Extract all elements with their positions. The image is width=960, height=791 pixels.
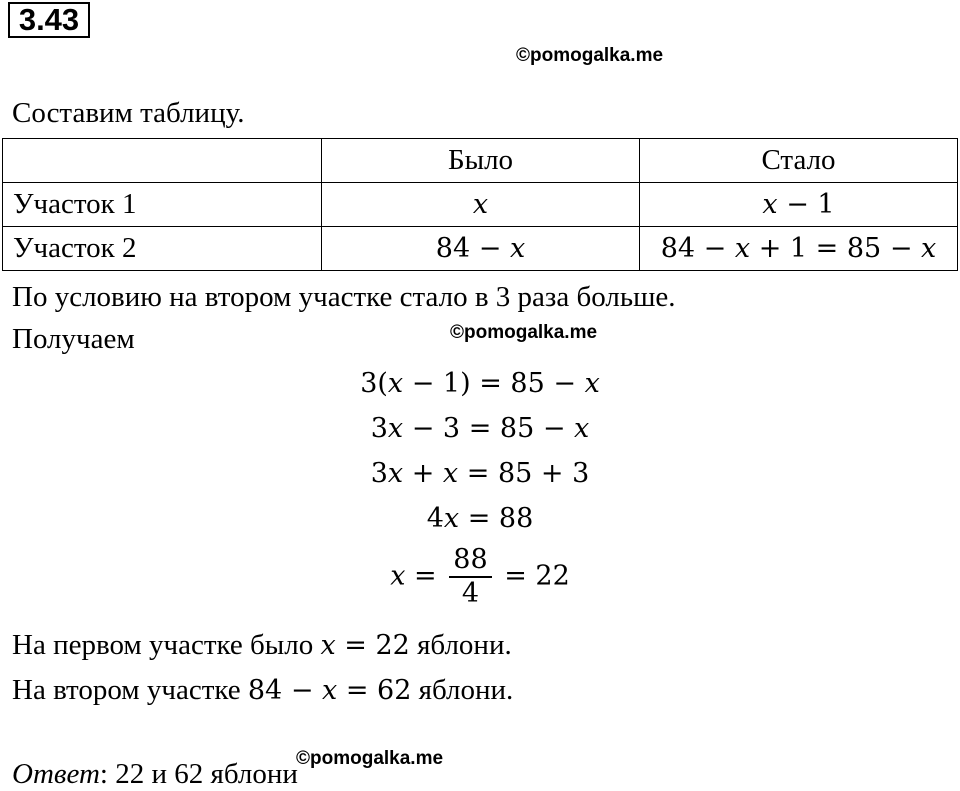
table-row <box>3 183 958 227</box>
result-first-suffix: яблони. <box>417 629 512 661</box>
table-header-became: Стало <box>640 139 958 183</box>
row-became: x − 1 <box>640 183 958 227</box>
result-second-math: 84 − x = 62 <box>247 675 412 706</box>
row-was: 84 − x <box>322 227 640 271</box>
result-first <box>12 628 512 663</box>
intro-text: Составим таблицу. <box>12 97 245 129</box>
fraction-numerator: 88 <box>449 544 491 578</box>
result-first-prefix: На первом участке было <box>12 629 314 661</box>
row-became: 84 − x + 1 = 85 − x <box>640 227 958 271</box>
table-header-empty <box>3 139 322 183</box>
fraction-lhs: x = <box>390 560 437 592</box>
row-label: Участок 1 <box>3 183 322 227</box>
we-get-text: Получаем <box>12 323 135 355</box>
result-second-prefix: На втором участке <box>12 674 241 706</box>
result-second <box>12 673 513 708</box>
table-row <box>3 227 958 271</box>
fraction-equation <box>0 544 960 610</box>
fraction-rhs: = 22 <box>504 560 570 592</box>
watermark-middle: ©pomogalka.me <box>450 322 598 343</box>
condition-text: По условию на втором участке стало в 3 раза больше. <box>12 281 676 313</box>
problem-number: 3.43 <box>8 2 90 38</box>
watermark-top: ©pomogalka.me <box>516 45 664 66</box>
fraction <box>449 544 491 610</box>
row-was <box>322 183 640 227</box>
answer-label: Ответ <box>12 758 100 790</box>
answer <box>12 757 298 791</box>
table-header-was: Было <box>322 139 640 183</box>
row-was-value: x <box>472 189 489 220</box>
equation-3: 3x + x = 85 + 3 <box>370 458 590 489</box>
fraction-denominator: 4 <box>461 578 480 609</box>
data-table <box>2 138 958 271</box>
equation-1: 3(x − 1) = 85 − x <box>360 368 600 399</box>
answer-text: : 22 и 62 яблони <box>99 758 298 790</box>
row-label: Участок 2 <box>3 227 322 271</box>
table-header-row <box>3 139 958 183</box>
equation-4: 4x = 88 <box>426 503 534 534</box>
equation-2: 3x − 3 = 85 − x <box>370 413 590 444</box>
result-second-suffix: яблони. <box>418 674 514 706</box>
result-first-math: x = 22 <box>320 630 410 661</box>
watermark-bottom: ©pomogalka.me <box>296 748 444 769</box>
